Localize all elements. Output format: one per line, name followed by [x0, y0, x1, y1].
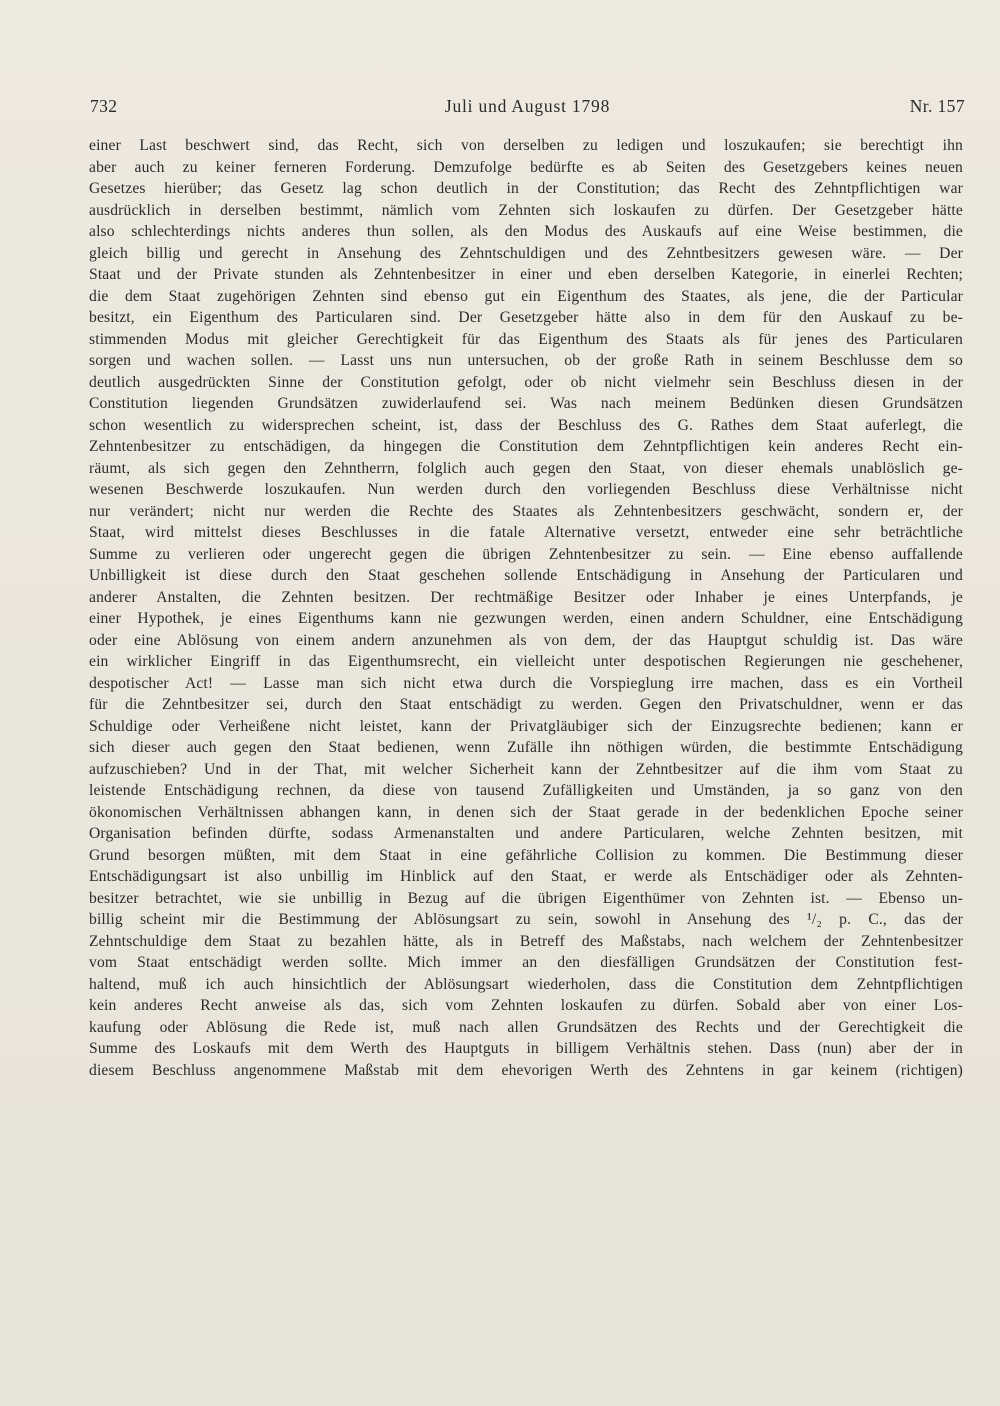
text-line: ein wirklicher Eingriff in das Eigenthumsrecht, ein vielleicht unter despotischen Regierungen nie geschehener,	[89, 653, 963, 670]
text-line: für die Zehntbesitzer sei, durch den Staat entschädigt zu werden. Gegen den Privatschuldner, wenn er das	[89, 696, 963, 713]
text-line: despotischer Act! — Lasse man sich nicht etwa durch die Vorspieglung irre machen, dass es ein Vortheil	[89, 674, 963, 692]
text-line: ökonomischen Verhältnissen abhangen kann, in denen sich der Staat gerade in der bedenklichen Epoche seiner	[89, 803, 963, 821]
page-number: 732	[90, 96, 118, 116]
text-line: einer Last beschwert sind, das Recht, sich von derselben zu ledigen und loszukaufen; sie berechtigt ihn	[89, 137, 963, 154]
text-line: vom Staat entschädigt werden sollte. Mich immer an den diesfälligen Grundsätzen der Constitution fest-	[89, 954, 963, 971]
text-line: aber auch zu keiner ferneren Forderung. Demzufolge bedürfte es ab Seiten des Gesetzgebers keines neuen	[89, 158, 963, 176]
text-line: anderer Anstalten, die Zehnten besitzen. Der rechtmäßige Besitzer oder Inhaber je eines Unterpfands, je	[89, 588, 963, 606]
text-line: oder eine Ablösung von einem andern anzunehmen als von dem, der das Hauptgut schuldig ist. Das wäre	[89, 631, 963, 649]
text-line: wesenen Beschwerde loszukaufen. Nun werden durch den vorliegenden Beschluss diese Verhältnisse nicht	[89, 481, 963, 498]
text-line: gleich billig und gerecht in Ansehung des Zehntschuldigen und des Zehntbesitzers gewesen wäre. — Der	[89, 244, 963, 262]
text-line: sich dieser auch gegen den Staat bedienen, wenn Zufälle ihn nöthigen würden, die bestimmte Entschädigung	[89, 739, 963, 756]
text-line: stimmenden Modus mit gleicher Gerechtigkeit für das Eigenthum des Staats als für jenes des Particularen	[89, 330, 963, 348]
text-line: Grund besorgen müßten, mit dem Staat in eine gefährliche Collision zu kommen. Die Bestimmung dieser	[89, 846, 963, 864]
text-line: nur verändert; nicht nur werden die Rechte des Staates als Zehntenbesitzers geschwächt, sondern er, der	[89, 502, 963, 520]
text-line: kein anderes Recht anweise als das, sich vom Zehnten loskaufen zu dürfen. Sobald aber von einer Los-	[89, 997, 963, 1014]
text-line: einer Hypothek, je eines Eigenthums kann nie gezwungen werden, einen andern Schuldner, eine Entschädigung	[89, 610, 963, 627]
text-line: Staat, wird mittelst dieses Beschlusses in die fatale Alternative versetzt, entweder eine sehr beträchtliche	[89, 524, 963, 541]
text-line: besitzt, ein Eigenthum des Particularen sind. Der Gesetzgeber hätte also in dem für den Auskauf zu be-	[89, 309, 963, 326]
text-line: Zehntschuldige dem Staat zu bezahlen hätte, als in Betreff des Maßstabs, nach welchem der Zehntenbesitzer	[89, 932, 963, 950]
text-line: haltend, muß ich auch hinsichtlich der Ablösungsart wiederholen, dass die Constitution dem Zehntpflichtigen	[89, 975, 963, 993]
body-text	[89, 135, 963, 1081]
text-line: ausdrücklich in derselben bestimmt, nämlich vom Zehnten sich loskaufen zu dürfen. Der Gesetzgeber hätte	[89, 201, 963, 219]
text-line: Zehntenbesitzer zu entschädigen, da hingegen die Constitution dem Zehntpflichtigen kein anderes Recht ein-	[89, 438, 963, 455]
text-line: Staat und der Private stunden als Zehntenbesitzer in einer und eben derselben Kategorie, in einerlei Rechten;	[89, 266, 963, 283]
text-line: Entschädigungsart ist also unbillig im Hinblick auf den Staat, er werde als Entschädiger oder als Zehnten-	[89, 868, 963, 885]
text-line: Unbilligkeit ist diese durch den Staat geschehen sollende Entschädigung in Ansehung der Particularen und	[89, 567, 963, 584]
text-line: Summe des Loskaufs mit dem Werth des Hauptguts in billigem Verhältnis stehen. Dass (nun) aber der in	[89, 1040, 963, 1057]
text-line: Constitution liegenden Grundsätzen zuwiderlaufend sei. Was nach meinem Bedünken diesen Grundsätzen	[89, 395, 963, 412]
text-line: sorgen und wachen sollen. — Lasst uns nun untersuchen, ob der große Rath in seinem Beschlusse dem so	[89, 352, 963, 369]
text-line: schon wesentlich zu widersprechen scheint, ist, dass der Beschluss des G. Rathes dem Staat auferlegt, die	[89, 416, 963, 434]
text-line: Summe zu verlieren oder ungerecht gegen die übrigen Zehntenbesitzer zu sein. — Eine ebenso auffallende	[89, 545, 963, 563]
text-line: diesem Beschluss angenommene Maßstab mit dem ehevorigen Werth des Zehntens in gar keinem (richtigen)	[89, 1061, 963, 1079]
text-line: also schlechterdings nichts anderes thun sollen, als den Modus des Auskaufs auf eine Weise bestimmen, die	[89, 223, 963, 240]
text-line: die dem Staat zugehörigen Zehnten sind ebenso gut ein Eigenthum des Staates, als jene, die der Particular	[89, 287, 963, 305]
text-line: kaufung oder Ablösung die Rede ist, muß nach allen Grundsätzen des Rechts und der Gerechtigkeit die	[89, 1018, 963, 1036]
text-line: aufzuschieben? Und in der That, mit welcher Sicherheit kann der Zehntbesitzer auf die ihm vom Staat zu	[89, 760, 963, 778]
text-line: Organisation befinden dürfte, sodass Armenanstalten und andere Particularen, welche Zehnten besitzen, mit	[89, 825, 963, 842]
page-header	[90, 96, 965, 122]
text-line: leistende Entschädigung rechnen, da diese von tausend Zufälligkeiten und Umständen, ja so ganz von den	[89, 782, 963, 799]
running-title: Juli und August 1798	[444, 96, 611, 116]
text-line: räumt, als sich gegen den Zehntherrn, folglich auch gegen den Staat, von dieser ehemals unablöslich ge-	[89, 459, 963, 477]
text-line: besitzer betrachtet, wie sie unbillig in Bezug auf die übrigen Eigenthümer von Zehnten ist. — Ebenso un-	[89, 889, 963, 907]
text-line: billig scheint mir die Bestimmung der Ablösungsart zu sein, sowohl in Ansehung des ¹/₂ p. C., das der	[89, 911, 963, 928]
text-line: Gesetzes hierüber; das Gesetz lag schon deutlich in der Constitution; das Recht des Zehntpflichtigen war	[89, 180, 963, 197]
text-line: deutlich ausgedrückten Sinne der Constitution gefolgt, oder ob nicht vielmehr sein Beschluss diesen in der	[89, 373, 963, 391]
issue-number: Nr. 157	[909, 96, 965, 116]
text-line: Schuldige oder Verheißene nicht leistet, kann der Privatgläubiger sich der Einzugsrechte bedienen; kann er	[89, 717, 963, 735]
